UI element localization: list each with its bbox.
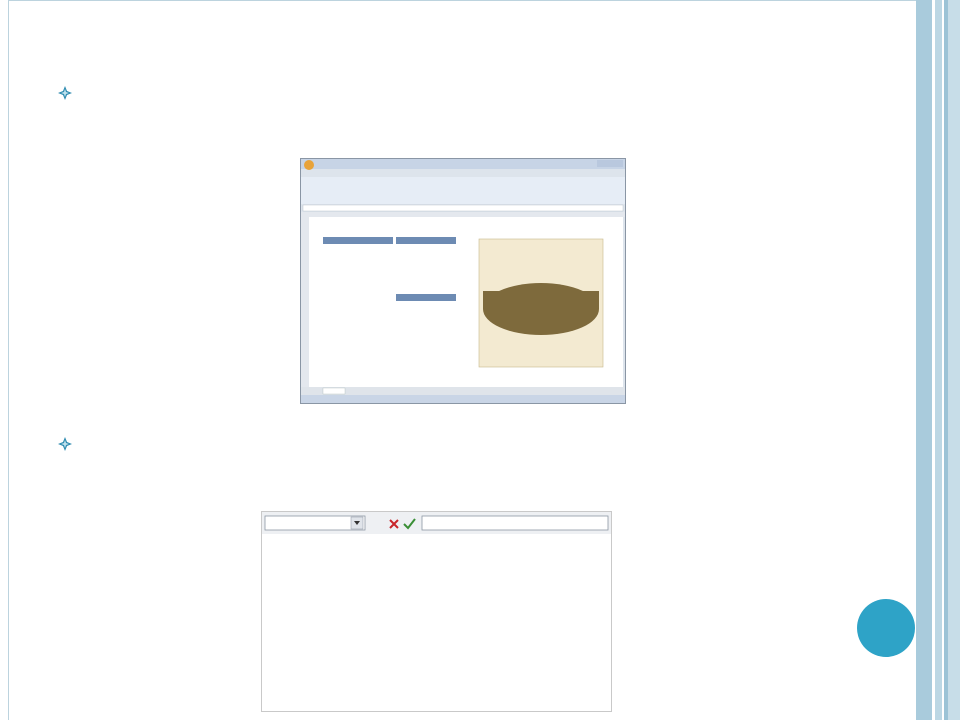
- office-button-icon: [304, 160, 314, 170]
- name-box-input[interactable]: [265, 516, 365, 530]
- diamond-bullet-icon: [58, 437, 72, 451]
- bullet-text-2: [88, 425, 826, 451]
- formula-spreadsheet: [261, 511, 612, 712]
- bullet-text-1: [88, 74, 826, 100]
- bullet-2: [58, 425, 826, 451]
- excel-screenshot: [300, 158, 626, 404]
- slide-frame-top: [8, 0, 918, 1]
- decorative-side-bars: [916, 0, 960, 720]
- excel-window: [301, 159, 625, 403]
- bullet-1: [58, 74, 826, 100]
- decorative-circle: [857, 599, 915, 657]
- diamond-bullet-icon: [58, 86, 72, 100]
- formula-bar[interactable]: [422, 516, 608, 530]
- slide-frame-left: [8, 0, 9, 720]
- formula-sheet-svg: [262, 512, 611, 711]
